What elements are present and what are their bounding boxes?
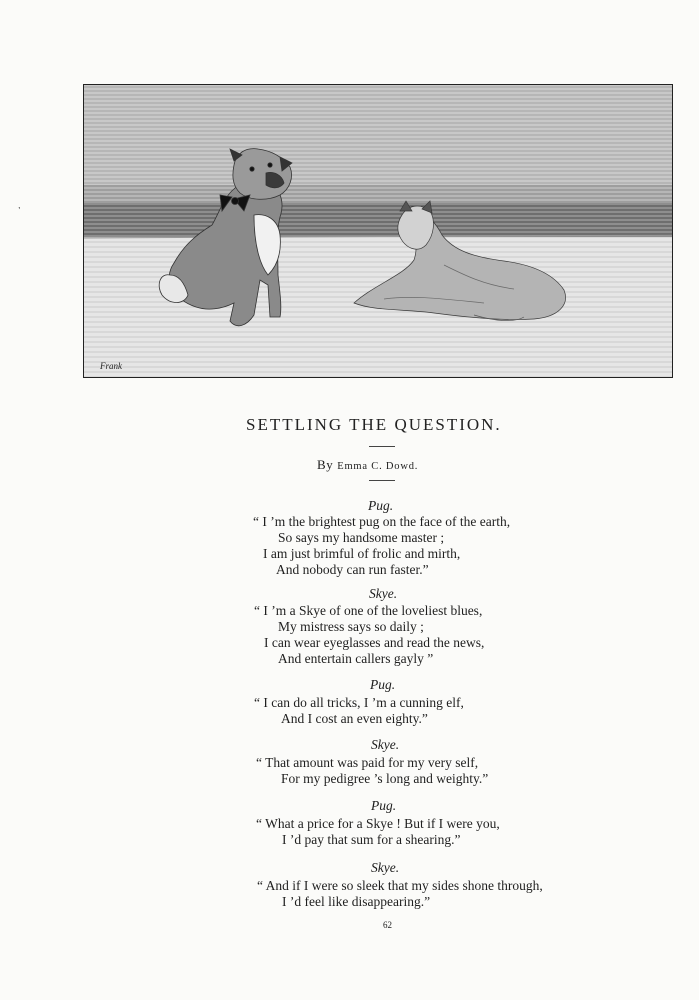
poem-line: And nobody can run faster.” (276, 562, 429, 577)
poem-line: “ That amount was paid for my very self, (256, 755, 479, 770)
poem-line: I ’d feel like disappearing.” (282, 894, 431, 909)
poem-line: And entertain callers gayly ” (278, 651, 434, 666)
margin-mark: ᾽ (17, 208, 22, 218)
poem-line: And I cost an even eighty.” (281, 711, 428, 726)
byline-rule (369, 480, 395, 481)
poem-line: I am just brimful of frolic and mirth, (263, 546, 461, 561)
engraving-pug-and-skye-terrier-icon (83, 84, 673, 378)
artist-signature: Frank (100, 361, 122, 371)
byline-author: Emma C. Dowd. (337, 461, 419, 472)
poem-line: I can wear eyeglasses and read the news, (264, 635, 485, 650)
poem-line: “ I ’m the brightest pug on the face of the earth, (253, 514, 511, 529)
stanza-speaker: Skye. (371, 737, 400, 752)
poem-line: “ I ’m a Skye of one of the loveliest blues, (254, 603, 483, 618)
poem-line: “ I can do all tricks, I ’m a cunning elf, (254, 695, 464, 710)
poem-line: “ And if I were so sleek that my sides shone through, (257, 878, 543, 893)
poem-title: SETTLING THE QUESTION. (246, 415, 502, 434)
stanza-speaker: Skye. (369, 586, 398, 601)
page-number: 62 (383, 920, 392, 930)
poem-line: “ What a price for a Skye ! But if I were you, (256, 816, 500, 831)
stanza-speaker: Pug. (371, 798, 397, 813)
byline (317, 457, 418, 473)
byline-by: By (317, 457, 334, 472)
poem-line: For my pedigree ’s long and weighty.” (281, 771, 489, 786)
stanza-speaker: Pug. (370, 677, 396, 692)
poem-line: I ’d pay that sum for a shearing.” (282, 832, 461, 847)
poem-line: So says my handsome master ; (278, 530, 445, 545)
stanza-speaker: Skye. (371, 860, 400, 875)
poem-line: My mistress says so daily ; (278, 619, 424, 634)
title-rule (369, 446, 395, 447)
stanza-speaker: Pug. (368, 498, 394, 513)
